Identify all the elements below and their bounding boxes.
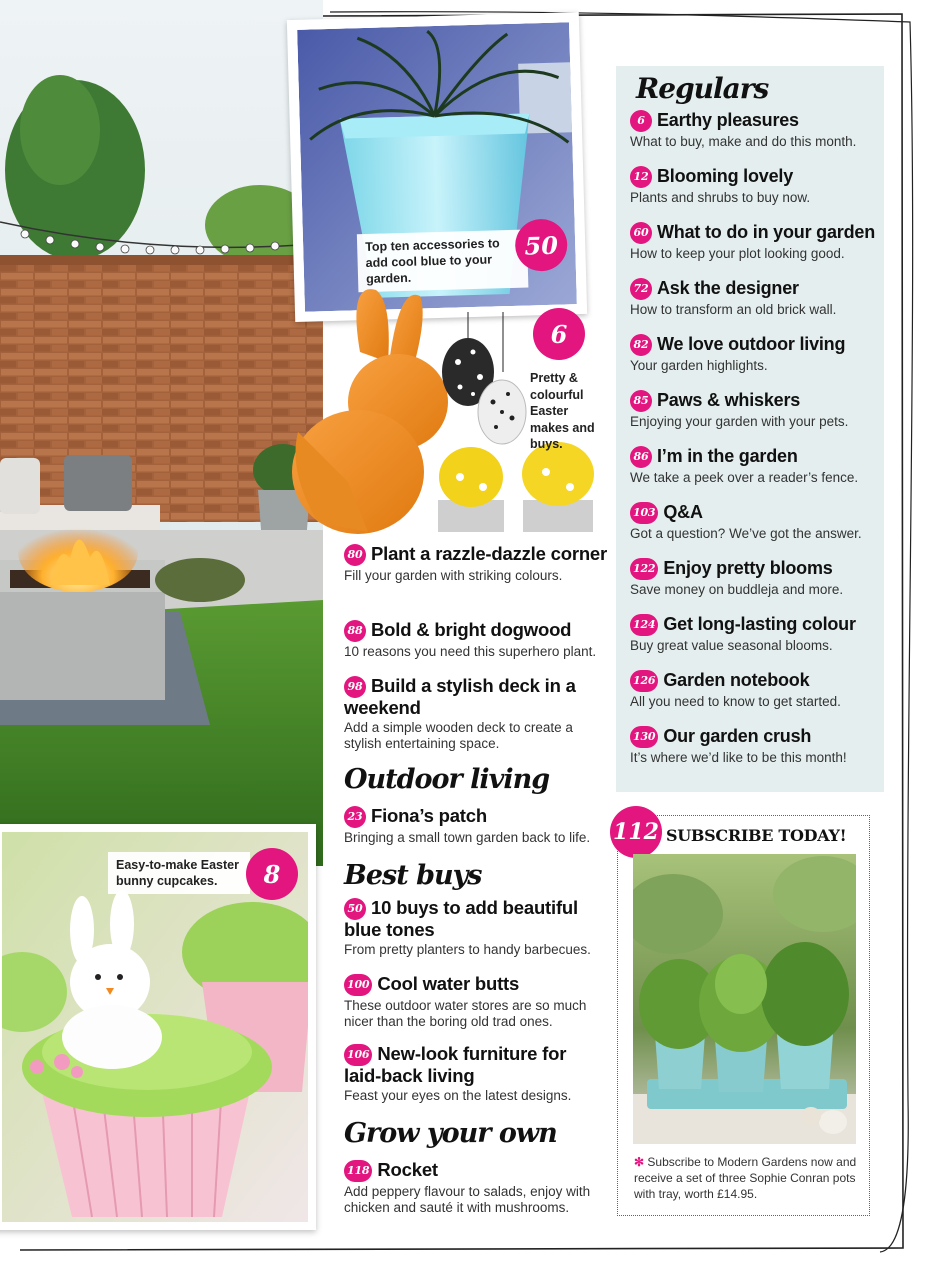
page-number-badge: 72 (630, 278, 652, 300)
regulars-entry[interactable] (630, 110, 882, 150)
page-number-badge: 98 (344, 676, 366, 698)
page-number-badge: 86 (630, 446, 652, 468)
entry-desc: Feast your eyes on the latest designs. (344, 1088, 572, 1103)
section-heading-best-buys: Best buys (344, 860, 482, 891)
entry-title: 82 We love outdoor living (630, 334, 882, 356)
grow-your-own-entry[interactable] (344, 1160, 610, 1216)
entry-title: 80 Plant a razzle-dazzle corner (344, 544, 610, 566)
entry-title: 6 Earthy pleasures (630, 110, 882, 132)
entry-title: 103 Q&A (630, 502, 882, 524)
entry-desc: Plants and shrubs to buy now. (630, 190, 811, 205)
regulars-entry[interactable] (630, 446, 882, 486)
feature-entry[interactable] (344, 544, 610, 584)
outdoor-living-entry[interactable] (344, 806, 610, 846)
entry-title: 85 Paws & whiskers (630, 390, 882, 412)
easter-caption: Pretty & colourful Easter makes and buys. (530, 371, 595, 451)
page-number-badge: 88 (344, 620, 366, 642)
page-number-badge: 23 (344, 806, 366, 828)
entry-title: 124 Get long-lasting colour (630, 614, 882, 636)
entry-title: 12 Blooming lovely (630, 166, 882, 188)
page-number-badge: 124 (630, 614, 658, 636)
subscribe-page-badge: 112 (610, 806, 662, 858)
regulars-entry[interactable] (630, 726, 882, 766)
garden-photo (0, 0, 323, 866)
regulars-entry[interactable] (630, 278, 882, 318)
planter-page-badge: 50 (515, 218, 568, 271)
entry-title: 106 New-look furniture for laid-back living (344, 1043, 567, 1086)
cupcake-caption: Easy-to-make Easter bunny cupcakes. (108, 852, 250, 894)
regulars-entry[interactable] (630, 614, 882, 654)
cupcake-photo-card (0, 824, 316, 1230)
planter-caption: Top ten accessories to add cool blue to your garden. (357, 230, 529, 293)
entry-desc: Save money on buddleja and more. (630, 582, 844, 597)
entry-desc: How to transform an old brick wall. (630, 302, 837, 317)
page-number-badge: 122 (630, 558, 658, 580)
entry-desc: Fill your garden with striking colours. (344, 568, 563, 583)
herb-pots-photo (633, 854, 856, 1144)
entry-title: 60 What to do in your garden (630, 222, 882, 244)
easter-page-badge: 6 (533, 308, 585, 360)
regulars-entry[interactable] (630, 166, 882, 206)
entry-desc: Got a question? We’ve got the answer. (630, 526, 862, 541)
page-number-badge: 12 (630, 166, 652, 188)
entry-title: 98 Build a stylish deck in a weekend (344, 675, 576, 718)
feature-entry[interactable] (344, 676, 584, 752)
page-number-badge: 106 (344, 1044, 372, 1066)
page-number-badge: 126 (630, 670, 658, 692)
entry-title: 23 Fiona’s patch (344, 806, 610, 828)
regulars-entry[interactable] (630, 222, 882, 262)
entry-title: 86 I’m in the garden (630, 446, 882, 468)
regulars-entry[interactable] (630, 558, 882, 598)
entry-desc: 10 reasons you need this superhero plant. (344, 644, 597, 659)
entry-desc: Add peppery flavour to salads, enjoy with chicken and sauté it with mushrooms. (344, 1184, 591, 1215)
page-number-badge: 82 (630, 334, 652, 356)
page-number-badge: 6 (630, 110, 652, 132)
best-buys-entry[interactable] (344, 1044, 584, 1104)
regulars-entry[interactable] (630, 670, 882, 710)
entry-title: 122 Enjoy pretty blooms (630, 558, 882, 580)
entry-desc: It’s where we’d like to be this month! (630, 750, 847, 765)
entry-title: 130 Our garden crush (630, 726, 882, 748)
page-number-badge: 80 (344, 544, 366, 566)
entry-desc: What to buy, make and do this month. (630, 134, 857, 149)
section-heading-outdoor-living: Outdoor living (344, 764, 550, 795)
regulars-entry[interactable] (630, 334, 882, 374)
page-number-badge: 50 (344, 898, 366, 920)
entry-title: 118 Rocket (344, 1160, 610, 1182)
entry-desc: How to keep your plot looking good. (630, 246, 845, 261)
entry-title: 126 Garden notebook (630, 670, 882, 692)
subscribe-box[interactable] (613, 815, 870, 1216)
entry-desc: Buy great value seasonal blooms. (630, 638, 833, 653)
page-number-badge: 130 (630, 726, 658, 748)
entry-title: 88 Bold & bright dogwood (344, 620, 610, 642)
subscribe-title: SUBSCRIBE TODAY! (666, 826, 847, 845)
entry-desc: Add a simple wooden deck to create a stylish entertaining space. (344, 720, 573, 751)
subscribe-text: ✻ Subscribe to Modern Gardens now and receive a set of three Sophie Conran pots with tray, worth £14.95. (634, 1155, 857, 1201)
page-number-badge: 118 (344, 1160, 372, 1182)
feature-entry[interactable] (344, 620, 610, 660)
best-buys-entry[interactable] (344, 898, 594, 958)
regulars-heading: Regulars (636, 72, 769, 105)
entry-desc: We take a peek over a reader’s fence. (630, 470, 859, 485)
entry-title: 72 Ask the designer (630, 278, 882, 300)
regulars-entry[interactable] (630, 502, 882, 542)
entry-desc: Your garden highlights. (630, 358, 768, 373)
entry-desc: Enjoying your garden with your pets. (630, 414, 849, 429)
regulars-panel (616, 66, 884, 792)
entry-title: 50 10 buys to add beautiful blue tones (344, 897, 578, 940)
page-number-badge: 100 (344, 974, 372, 996)
asterisk-icon: ✻ (634, 1155, 648, 1169)
page-number-badge: 103 (630, 502, 658, 524)
entry-desc: From pretty planters to handy barbecues. (344, 942, 591, 957)
section-heading-grow-your-own: Grow your own (344, 1118, 557, 1149)
page-number-badge: 60 (630, 222, 652, 244)
planter-photo-card (287, 12, 587, 322)
best-buys-entry[interactable] (344, 974, 610, 1030)
cupcake-page-badge: 8 (246, 848, 298, 900)
entry-desc: All you need to know to get started. (630, 694, 841, 709)
entry-title: 100 Cool water butts (344, 974, 610, 996)
regulars-entry[interactable] (630, 390, 882, 430)
page-number-badge: 85 (630, 390, 652, 412)
entry-desc: These outdoor water stores are so much nicer than the boring old trad ones. (344, 998, 587, 1029)
entry-desc: Bringing a small town garden back to life. (344, 830, 591, 845)
